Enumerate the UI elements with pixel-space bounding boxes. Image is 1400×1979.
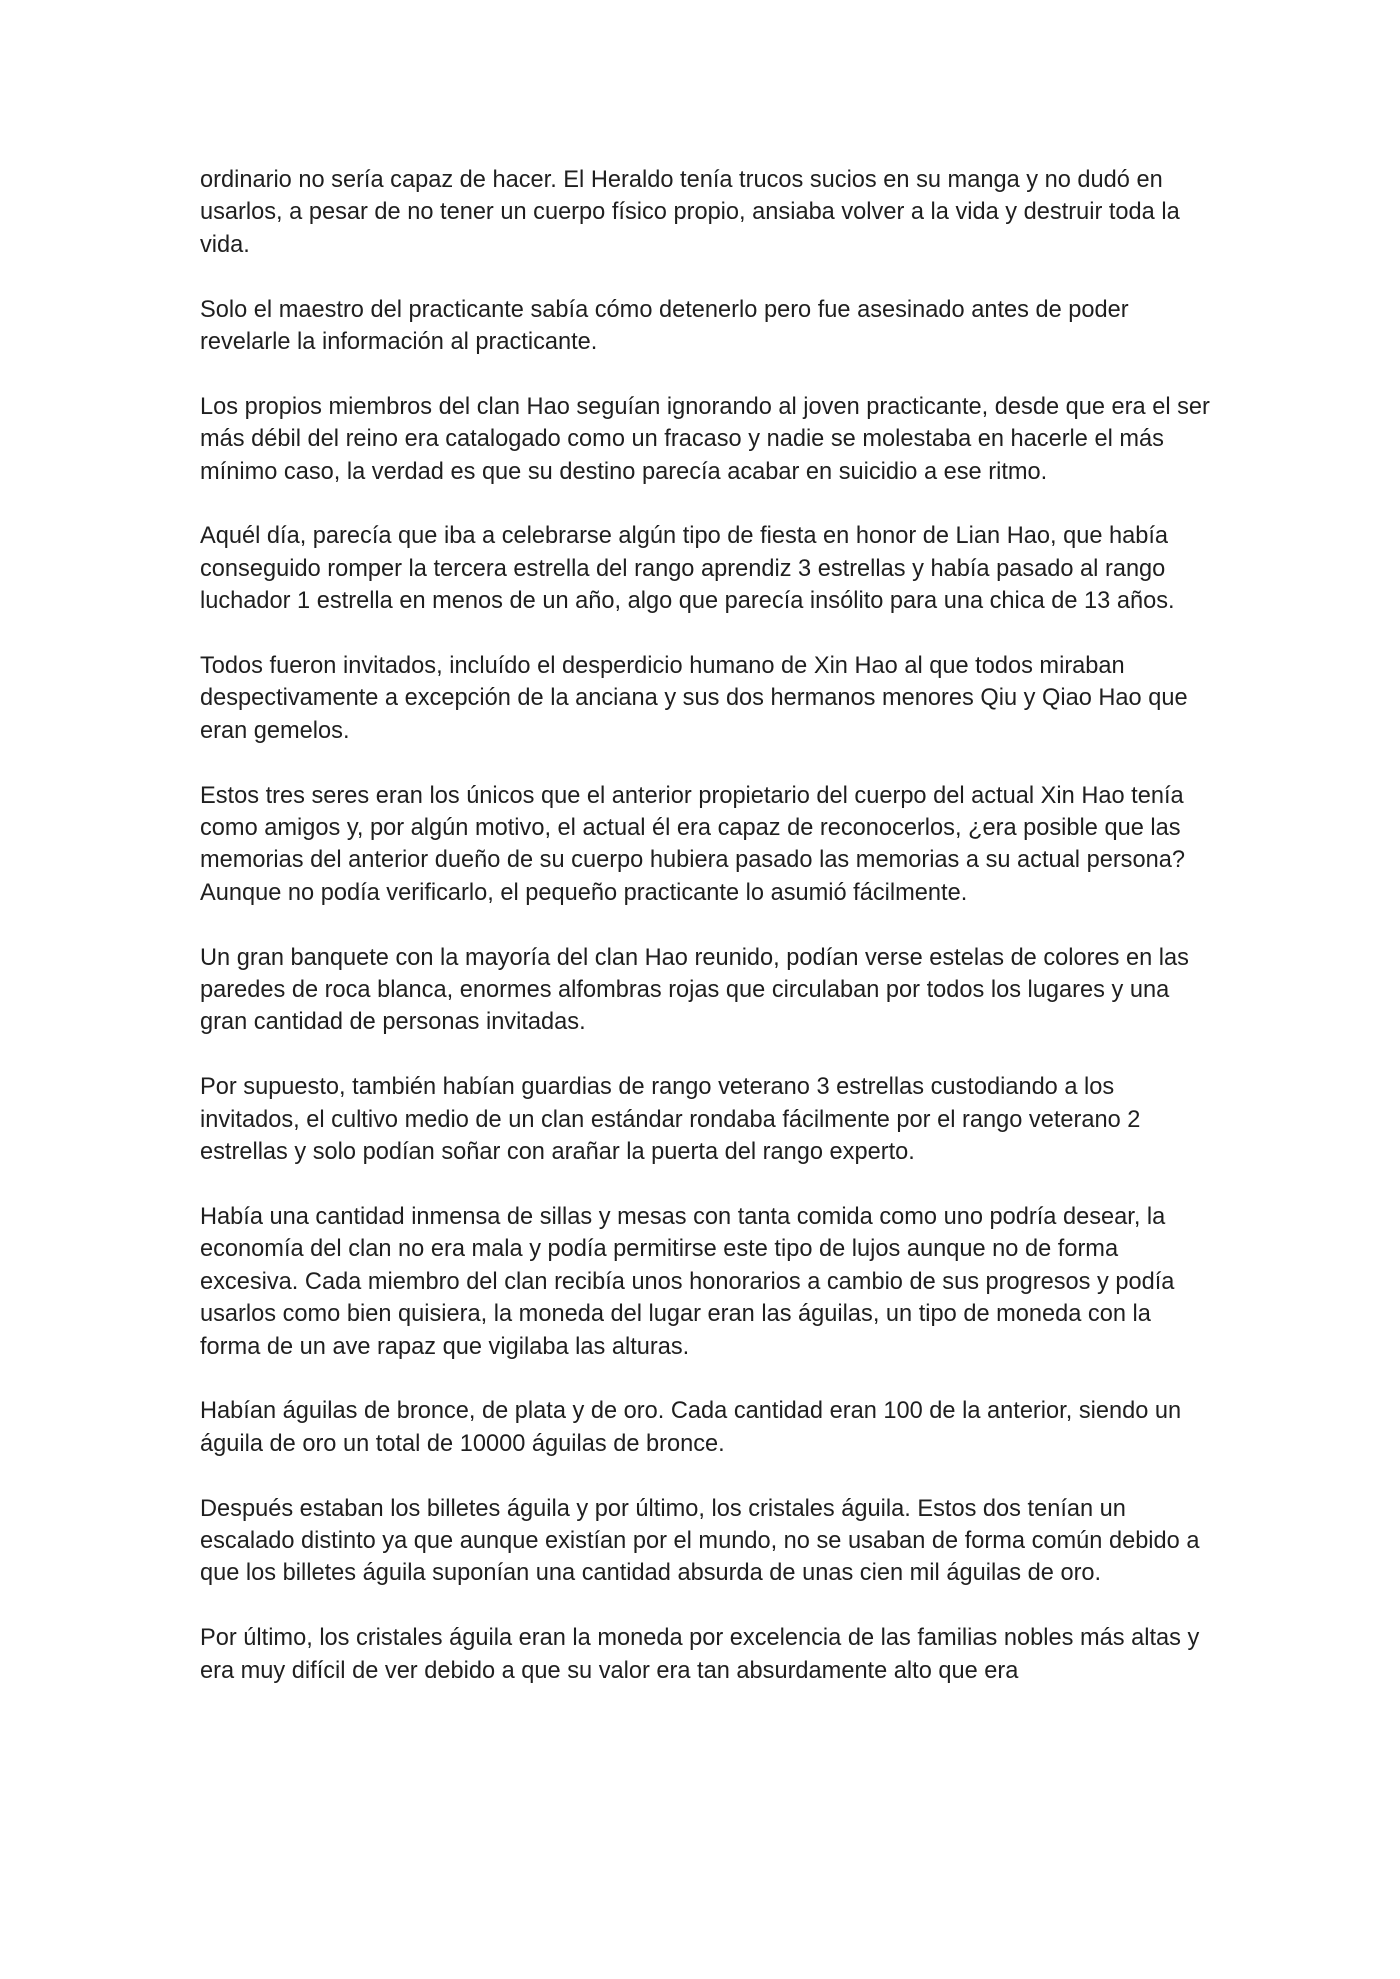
paragraph: Todos fueron invitados, incluído el desperdicio humano de Xin Hao al que todos miraban despectivamente a excepción de la anciana y sus dos hermanos menores Qiu y Qiao Hao que eran gemelos. [200,653,1188,744]
paragraph: Había una cantidad inmensa de sillas y mesas con tanta comida como uno podría desear, la economía del clan no era mala y podía permitirse este tipo de lujos aunque no de forma excesiva. Cada miembro del clan recibía unos honorarios a cambio de sus progresos y podía usarlos como bien quisiera, la moneda del lugar eran las águilas, un tipo de moneda con la forma de un ave rapaz que vigilaba las alturas. [200,1203,1175,1360]
paragraph: Después estaban los billetes águila y por último, los cristales águila. Estos dos tenían un escalado distinto ya que aunque existían por el mundo, no se usaban de forma común debido a que los billetes águila suponían una cantidad absurda de unas cien mil águilas de oro. [200,1495,1200,1587]
document-body [200,164,1210,1687]
paragraph: Estos tres seres eran los únicos que el anterior propietario del cuerpo del actual Xin Hao tenía como amigos y, por algún motivo, el actual él era capaz de reconocerlos, ¿era posible que las memorias del anterior dueño de su cuerpo hubiera pasado las memorias a su actual persona? Aunque no podía verificarlo, el pequeño practicante lo asumió fácilmente. [200,782,1185,906]
paragraph: ordinario no sería capaz de hacer. El Heraldo tenía trucos sucios en su manga y no dudó en usarlos, a pesar de no tener un cuerpo físico propio, ansiaba volver a la vida y destruir toda la vida. [200,167,1180,258]
paragraph: Habían águilas de bronce, de plata y de oro. Cada cantidad eran 100 de la anterior, siendo un águila de oro un total de 10000 águilas de bronce. [200,1398,1182,1457]
paragraph: Aquél día, parecía que iba a celebrarse algún tipo de fiesta en honor de Lian Hao, que había conseguido romper la tercera estrella del rango aprendiz 3 estrellas y había pasado al rango luchador 1 estrella en menos de un año, algo que parecía insólito para una chica de 13 años. [200,523,1175,615]
paragraph: Por supuesto, también habían guardias de rango veterano 3 estrellas custodiando a los invitados, el cultivo medio de un clan estándar rondaba fácilmente por el rango veterano 2 estrellas y solo podían soñar con arañar la puerta del rango experto. [200,1074,1141,1166]
paragraph: Por último, los cristales águila eran la moneda por excelencia de las familias nobles más altas y era muy difícil de ver debido a que su valor era tan absurdamente alto que era [200,1625,1200,1684]
paragraph: Solo el maestro del practicante sabía cómo detenerlo pero fue asesinado antes de poder revelarle la información al practicante. [200,296,1129,356]
paragraph: Un gran banquete con la mayoría del clan Hao reunido, podían verse estelas de colores en las paredes de roca blanca, enormes alfombras rojas que circulaban por todos los lugares y una gran cantidad de personas invitadas. [200,944,1189,1036]
paragraph: Los propios miembros del clan Hao seguían ignorando al joven practicante, desde que era el ser más débil del reino era catalogado como un fracaso y nadie se molestaba en hacerle el más mínimo caso, la verdad es que su destino parecía acabar en suicidio a ese ritmo. [200,393,1210,485]
